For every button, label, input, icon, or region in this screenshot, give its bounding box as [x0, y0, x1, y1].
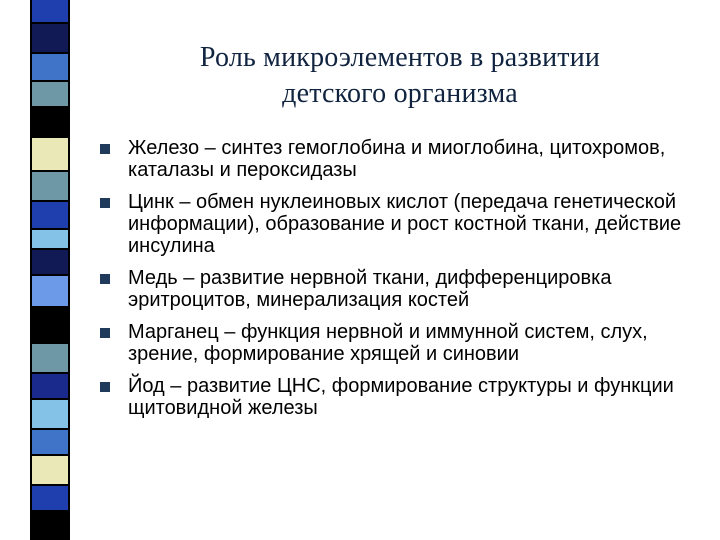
stripe-band — [32, 486, 68, 512]
stripe-band — [32, 82, 68, 108]
slide-title — [110, 40, 690, 112]
square-bullet-icon — [100, 144, 110, 154]
bullet-list — [96, 137, 706, 419]
stripe-band — [32, 172, 68, 202]
stripe-band — [32, 276, 68, 308]
stripe-band — [32, 54, 68, 82]
stripe-band — [32, 230, 68, 250]
stripe-band — [32, 138, 68, 172]
bullet-text: Йод – развитие ЦНС, формирование структуры и функции щитовидной железы — [128, 375, 674, 419]
stripe-band — [32, 24, 68, 54]
stripe-band — [32, 456, 68, 486]
bullet-item — [96, 321, 706, 365]
bullet-text: Марганец – функция нервной и иммунной систем, слух, зрение, формирование хрящей и синовии — [128, 321, 648, 365]
stripe-band — [32, 344, 68, 374]
square-bullet-icon — [100, 274, 110, 284]
bullet-text: Цинк – обмен нуклеиновых кислот (передача генетической информации), образование и рост костной ткани, действие инсулина — [128, 191, 682, 257]
bullet-text: Железо – синтез гемоглобина и миоглобина, цитохромов, каталазы и пероксидазы — [128, 137, 666, 181]
stripe-band — [32, 250, 68, 276]
square-bullet-icon — [100, 382, 110, 392]
decorative-color-stripe — [30, 0, 70, 540]
stripe-band — [32, 400, 68, 430]
stripe-band — [32, 430, 68, 456]
bullet-item — [96, 191, 706, 257]
bullet-item — [96, 267, 706, 311]
stripe-band — [32, 108, 68, 138]
title-line-1: Роль микроэлементов в развитии — [199, 42, 601, 73]
stripe-band — [32, 202, 68, 230]
stripe-band — [32, 512, 68, 540]
bullet-item — [96, 375, 706, 419]
stripe-band — [32, 374, 68, 400]
stripe-band — [32, 308, 68, 344]
square-bullet-icon — [100, 198, 110, 208]
title-line-2: детского организма — [282, 78, 518, 109]
square-bullet-icon — [100, 328, 110, 338]
bullet-text: Медь – развитие нервной ткани, дифференцировка эритроцитов, минерализация костей — [128, 267, 612, 311]
bullet-item — [96, 137, 706, 181]
stripe-band — [32, 0, 68, 24]
